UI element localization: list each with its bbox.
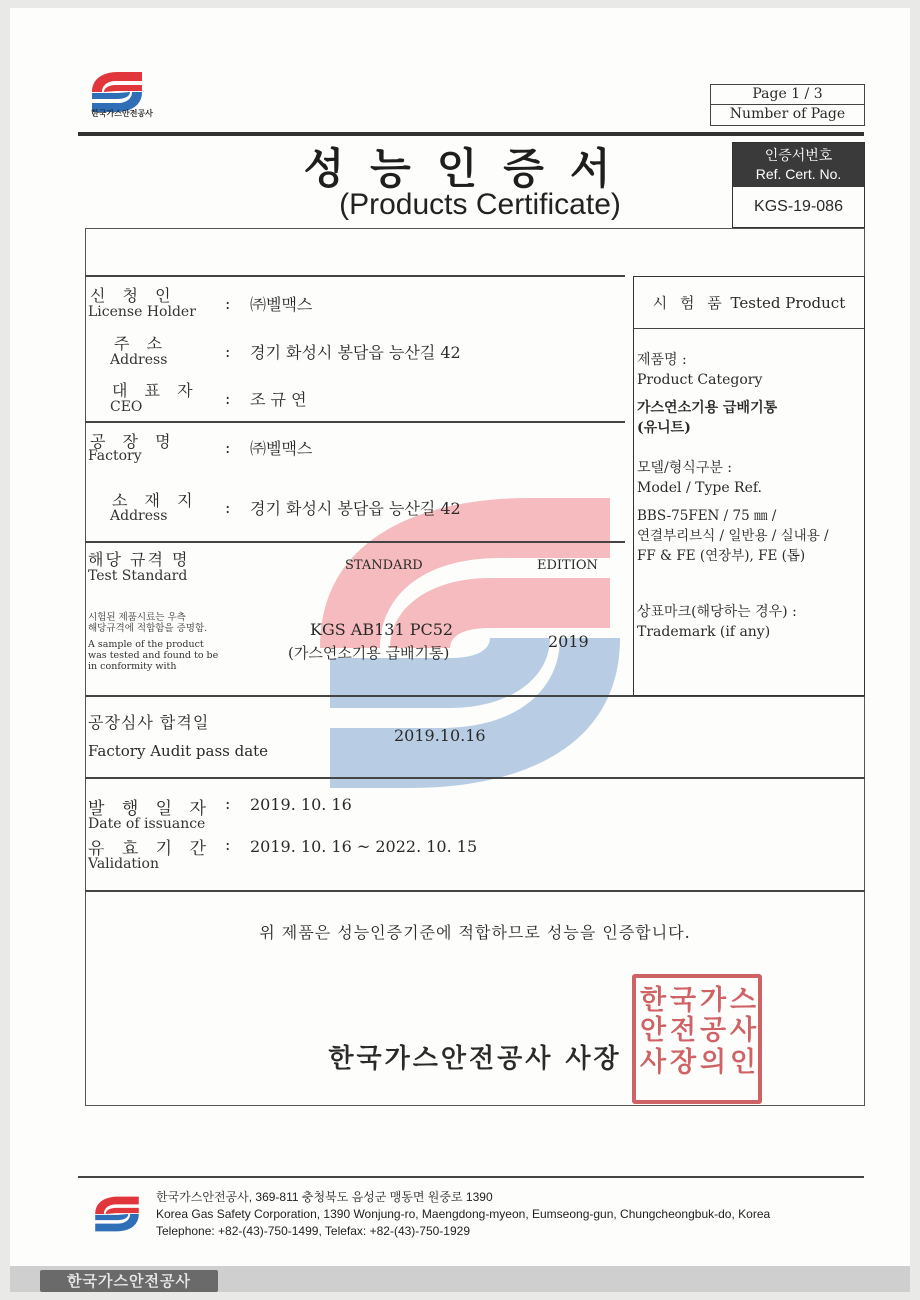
org-short-name: 한국가스안전공사 bbox=[91, 108, 153, 118]
tested-product-label-en: Tested Product bbox=[730, 294, 846, 312]
stamp-char: 장 bbox=[670, 1047, 697, 1078]
title-korean: 성능인증서 bbox=[303, 144, 637, 193]
ref-cert-box bbox=[732, 142, 865, 228]
divider bbox=[85, 541, 625, 543]
tested-product-header bbox=[634, 277, 864, 329]
conformity-note-kr: 시험된 제품시료는 우측 해당규격에 적합함을 증명함. bbox=[88, 612, 208, 634]
issuance-label-en: Date of issuance bbox=[88, 816, 206, 832]
divider bbox=[85, 421, 625, 423]
footer-phone: Telephone: +82-(43)-750-1499, Telefax: +82-(43)-750-1929 bbox=[156, 1224, 470, 1238]
address-label-kr: 주 소 bbox=[114, 334, 168, 353]
ceo-label-en: CEO bbox=[110, 399, 143, 415]
ref-cert-label-kr: 인증서번호 bbox=[764, 147, 833, 163]
standard-name: (가스연소기용 급배기통) bbox=[288, 644, 450, 662]
audit-label-en: Factory Audit pass date bbox=[88, 742, 269, 760]
official-seal-stamp bbox=[632, 974, 762, 1104]
trademark-label: 상표마크(해당하는 경우) : Trademark (if any) bbox=[637, 604, 797, 640]
page-number: Page 1 / 3 bbox=[711, 85, 864, 105]
bottom-org-label: 한국가스안전공사 bbox=[40, 1270, 218, 1292]
colon: : bbox=[225, 342, 231, 361]
footer-address-kr: 한국가스안전공사, 369-811 충청북도 음성군 맹동면 원중로 1390 bbox=[156, 1190, 493, 1204]
colon: : bbox=[225, 294, 231, 313]
standard-edition: 2019 bbox=[548, 632, 589, 651]
standard-code: KGS AB131 PC52 bbox=[310, 620, 454, 639]
factory-value: ㈜벨맥스 bbox=[250, 439, 313, 458]
stamp-char: 인 bbox=[730, 1047, 757, 1078]
factory-label-kr: 공 장 명 bbox=[90, 432, 177, 451]
license-holder-value: ㈜벨맥스 bbox=[250, 295, 313, 314]
divider bbox=[85, 890, 865, 892]
stamp-char: 전 bbox=[670, 1015, 697, 1046]
product-category-value: 가스연소기용 급배기통 (유니트) bbox=[637, 400, 778, 436]
ceo-value: 조 규 연 bbox=[250, 390, 307, 409]
stamp-char: 스 bbox=[730, 985, 757, 1016]
factory-address-label-kr: 소 재 지 bbox=[112, 491, 199, 510]
standard-label-en: Test Standard bbox=[88, 568, 188, 584]
colon: : bbox=[225, 835, 231, 854]
audit-date: 2019.10.16 bbox=[394, 726, 486, 745]
footer-rule bbox=[78, 1176, 864, 1178]
edition-column-label: EDITION bbox=[537, 558, 598, 573]
stamp-char: 의 bbox=[700, 1047, 727, 1078]
colon: : bbox=[225, 794, 231, 813]
stamp-char: 공 bbox=[700, 1015, 727, 1046]
colon: : bbox=[225, 389, 231, 408]
issuance-label-kr: 발 행 일 자 bbox=[88, 799, 212, 819]
validation-label-kr: 유 효 기 간 bbox=[88, 839, 212, 859]
type-ref-label: 모델/형식구분 : Model / Type Ref. bbox=[637, 460, 763, 496]
license-holder-label-kr: 신 청 인 bbox=[90, 286, 177, 305]
certification-statement: 위 제품은 성능인증기준에 적합하므로 성능을 인증합니다. bbox=[259, 923, 691, 942]
signatory: 한국가스안전공사 사장 bbox=[328, 1044, 622, 1074]
conformity-note-en: A sample of the product was tested and found to be in conformity with bbox=[88, 639, 219, 672]
address-label-en: Address bbox=[110, 352, 168, 368]
stamp-char: 사 bbox=[730, 1015, 757, 1046]
certificate-page bbox=[10, 8, 910, 1292]
ref-cert-header bbox=[733, 143, 864, 187]
address-value: 경기 화성시 봉담읍 능산길 42 bbox=[250, 343, 461, 362]
tested-product-label-kr: 시 험 품 bbox=[652, 294, 726, 312]
footer-address-en: Korea Gas Safety Corporation, 1390 Wonjung-ro, Maengdong-myeon, Eumseong-gun, Chungcheongbuk-do, Korea bbox=[156, 1207, 771, 1221]
colon: : bbox=[225, 498, 231, 517]
stamp-char: 가 bbox=[700, 985, 727, 1016]
standard-column-label: STANDARD bbox=[345, 558, 423, 573]
standard-label-kr: 해당 규격 명 bbox=[88, 550, 190, 569]
factory-address-value: 경기 화성시 봉담읍 능산길 42 bbox=[250, 499, 461, 518]
validation-period: 2019. 10. 16 ~ 2022. 10. 15 bbox=[250, 837, 478, 856]
type-ref-value: BBS-75FEN / 75 ㎜ / 연결부리브식 / 일반용 / 실내용 / FF & FE (연장부), FE (톱) bbox=[637, 508, 829, 564]
factory-address-label-en: Address bbox=[110, 508, 168, 524]
footer-contact bbox=[156, 1189, 770, 1240]
stamp-char: 국 bbox=[670, 985, 697, 1016]
validation-label-en: Validation bbox=[88, 856, 159, 872]
kgs-footer-logo-icon bbox=[90, 1194, 144, 1234]
stamp-char: 한 bbox=[640, 985, 667, 1016]
page-number-box bbox=[710, 84, 865, 126]
ref-cert-label-en: Ref. Cert. No. bbox=[755, 166, 842, 182]
page-number-caption: Number of Page bbox=[729, 106, 846, 122]
stamp-char: 사 bbox=[640, 1047, 667, 1078]
stamp-char: 안 bbox=[640, 1015, 667, 1046]
ceo-label-kr: 대 표 자 bbox=[112, 381, 199, 400]
factory-label-en: Factory bbox=[88, 448, 142, 464]
colon: : bbox=[225, 438, 231, 457]
divider bbox=[85, 777, 865, 779]
title-english: (Products Certificate) bbox=[339, 188, 621, 221]
license-holder-label-en: License Holder bbox=[88, 304, 196, 320]
divider bbox=[85, 275, 625, 277]
ref-cert-number: KGS-19-086 bbox=[754, 198, 843, 215]
audit-label-kr: 공장심사 합격일 bbox=[88, 713, 210, 732]
issuance-date: 2019. 10. 16 bbox=[250, 795, 352, 814]
product-category-label: 제품명 : Product Category bbox=[637, 352, 763, 388]
